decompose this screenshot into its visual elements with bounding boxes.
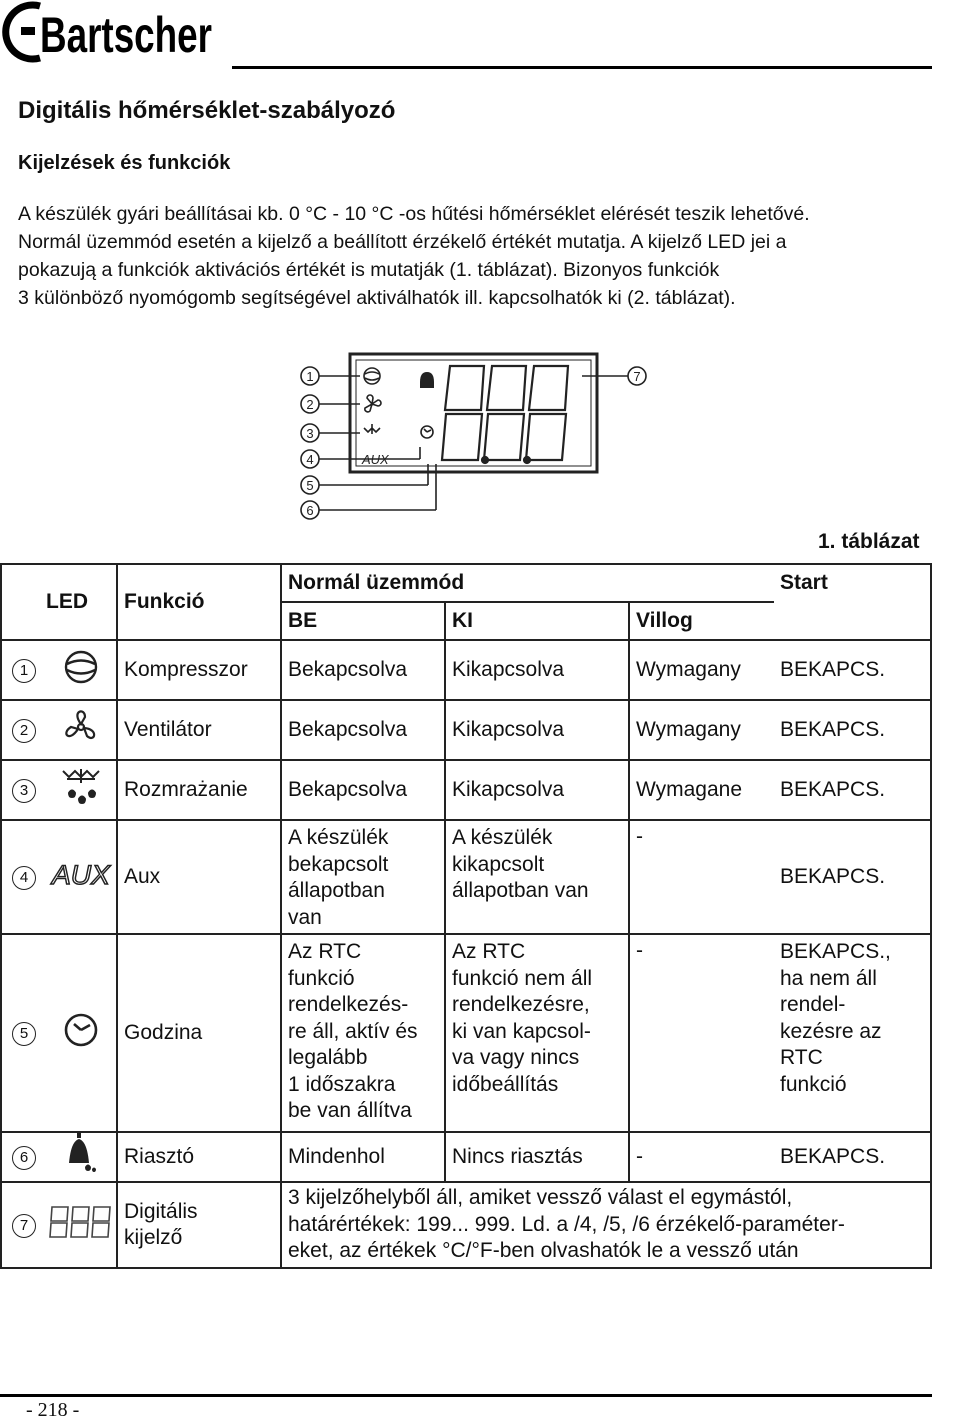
funkcio-cell: Godzina — [117, 934, 281, 1132]
col-header-led: LED — [46, 590, 88, 613]
fan-icon — [59, 729, 103, 752]
bartscher-logo — [18, 2, 218, 63]
col-header-normal: Normál üzemmód — [281, 564, 774, 602]
intro-line: Normál üzemmód esetén a kijelző a beállított érzékelő értékét mutatja. A kijelző LED jei a — [18, 231, 787, 253]
led-function-table — [0, 563, 932, 1269]
page-number: - 218 - — [26, 1399, 80, 1421]
page-title: Digitális hőmérséklet-szabályozó — [18, 97, 396, 124]
be-cell: Bekapcsolva — [281, 640, 445, 700]
start-cell: BEKAPCS. — [774, 1132, 931, 1182]
intro-paragraph — [18, 200, 938, 312]
table-row — [1, 1182, 931, 1268]
be-cell: Mindenhol — [281, 1132, 445, 1182]
row-number: 3 — [12, 779, 36, 803]
be-cell: Az RTC funkció rendelkezés- re áll, aktív és legalább 1 időszakra be van állítva — [281, 934, 445, 1132]
ki-cell: Kikapcsolva — [445, 640, 629, 700]
col-header-villog: Villog — [629, 602, 774, 640]
footer-rule — [0, 1394, 932, 1397]
row-number: 6 — [12, 1146, 36, 1170]
funkcio-cell: Aux — [117, 820, 281, 934]
controller-display-figure — [290, 352, 655, 527]
funkcio-cell: Riasztó — [117, 1132, 281, 1182]
table-caption: 1. táblázat — [818, 530, 920, 553]
funkcio-cell: Ventilátor — [117, 700, 281, 760]
intro-line: pokazują a funkciók aktivációs értékét is mutatják (1. táblázat). Bizonyos funkciók — [18, 259, 720, 281]
table-row — [1, 934, 931, 1132]
clock-icon — [61, 1032, 101, 1055]
row-number: 2 — [12, 719, 36, 743]
seven-segment-display-icon — [48, 1222, 114, 1245]
bell-icon — [61, 1157, 101, 1180]
ki-cell: Kikapcsolva — [445, 760, 629, 820]
intro-line: A készülék gyári beállításai kb. 0 °C - 10 °C -os hűtési hőmérséklet elérését teszik lehetővé. — [18, 203, 810, 225]
table-row — [1, 760, 931, 820]
aux-icon — [49, 860, 112, 894]
svg-text:AUX: AUX — [362, 452, 389, 467]
villog-cell: Wymagany — [629, 640, 774, 700]
villog-cell: - — [629, 1132, 774, 1182]
ki-cell: Kikapcsolva — [445, 700, 629, 760]
villog-cell: Wymagane — [629, 760, 774, 820]
start-cell: BEKAPCS. — [774, 700, 931, 760]
svg-text:7: 7 — [633, 369, 641, 384]
svg-text:1: 1 — [306, 369, 314, 384]
start-cell: BEKAPCS. — [774, 820, 931, 934]
be-cell: Bekapcsolva — [281, 760, 445, 820]
row-number: 1 — [12, 659, 36, 683]
intro-line: 3 különböző nyomógomb segítségével aktiválhatók ill. kapcsolhatók ki (2. táblázat). — [18, 287, 736, 309]
svg-text:6: 6 — [306, 503, 314, 518]
table-row — [1, 640, 931, 700]
start-cell: BEKAPCS., ha nem áll rendel- kezésre az RTC funkció — [774, 934, 931, 1132]
row-number: 4 — [12, 866, 36, 890]
section-title: Kijelzések és funkciók — [18, 152, 231, 174]
svg-text:3: 3 — [306, 426, 314, 441]
defrost-icon — [57, 789, 105, 812]
description-cell: 3 kijelzőhelyből áll, amiket vessző válast el egymástól, határértékek: 199... 999. Ld. a /4, /5, /6 érzékelő-paraméter- eket, az értékek °C/°F-ben olvashatók le a vessző után — [281, 1182, 931, 1268]
ki-cell: Nincs riasztás — [445, 1132, 629, 1182]
table-row — [1, 1132, 931, 1182]
header-rule — [232, 66, 932, 69]
callout-markers — [301, 367, 646, 519]
be-cell: Bekapcsolva — [281, 700, 445, 760]
villog-cell: - — [629, 934, 774, 1132]
svg-text:5: 5 — [306, 478, 314, 493]
logo-text: Bartscher — [40, 7, 212, 63]
col-header-be: BE — [281, 602, 445, 640]
svg-text:4: 4 — [306, 452, 314, 467]
start-cell: BEKAPCS. — [774, 760, 931, 820]
start-cell: BEKAPCS. — [774, 640, 931, 700]
svg-text:2: 2 — [306, 397, 314, 412]
row-number: 5 — [12, 1022, 36, 1046]
villog-cell: - — [629, 820, 774, 934]
villog-cell: Wymagany — [629, 700, 774, 760]
col-header-funkcio: Funkció — [117, 564, 281, 640]
table-row — [1, 820, 931, 934]
aux-icon-text: AUX — [49, 860, 112, 890]
ki-cell: Az RTC funkció nem áll rendelkezésre, ki van kapcsol- va vagy nincs időbeállítás — [445, 934, 629, 1132]
funkcio-cell: Kompresszor — [117, 640, 281, 700]
be-cell: A készülék bekapcsolt állapotban van — [281, 820, 445, 934]
ki-cell: A készülék kikapcsolt állapotban van — [445, 820, 629, 934]
compressor-icon — [59, 667, 103, 690]
table-row — [1, 700, 931, 760]
col-header-ki: KI — [445, 602, 629, 640]
row-number: 7 — [12, 1214, 36, 1238]
col-header-start: Start — [774, 564, 931, 640]
funkcio-cell: Digitális kijelző — [117, 1182, 281, 1268]
funkcio-cell: Rozmrażanie — [117, 760, 281, 820]
